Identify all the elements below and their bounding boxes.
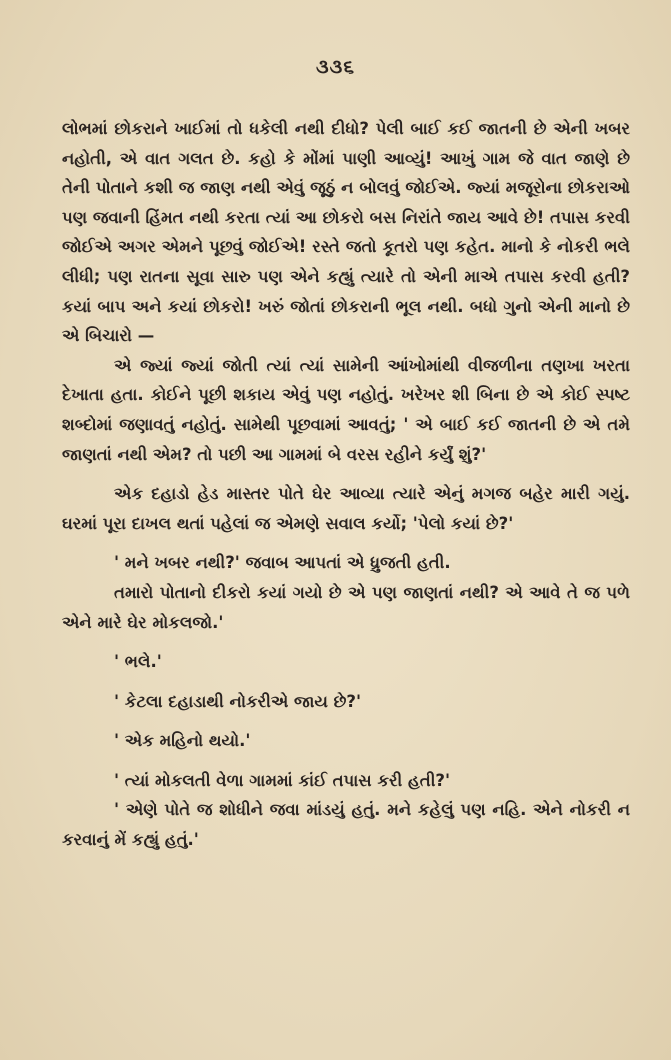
paragraph-6: ' ભલે.' <box>114 652 162 672</box>
paragraph-7: ' કેટલા દહાડાથી નોકરીએ જાય છે?' <box>114 691 362 711</box>
paragraph-4: ' મને ખબર નથી?' જવાબ આપતાં એ ધ્રુજતી હતી. <box>114 553 451 573</box>
paragraph-8: ' એક મહિનો થયો.' <box>114 731 251 751</box>
paragraph-1: લોભમાં છોકરાને ખાઈમાં તો ધકેલી નથી દીધો? પેલી બાઈ કઈ જાતની છે એની ખબર નહોતી, એ વાત ગલત છે. કહો કે મોંમાં પાણી આવ્યું! આખું ગામ જે વાત જાણે છે તેની પોતાને કશી જ જાણ નથી એવું જૂઠું ન બોલવું જોઈએ. જ્યાં મજૂરોના છોકરાઓ પણ જવાની હિંમત નથી કરતા ત્યાં આ છોકરો બસ નિરાંતે જાય આવે છે! તપાસ કરવી જોઈએ અગર એમને પૂછવું જોઈએ! રસ્તે જતો કૂતરો પણ કહેત. માનો કે નોકરી ભલે લીધી; પણ રાતના સૂવા સારુ પણ એને કહ્યું ત્યારે તો એની માએ તપાસ કરવી હતી? કયાં બાપ અને કયાં છોકરો! ખરું જોતાં છોકરાની ભૂલ નથી. બધો ગુનો એની માનો છે એ બિચારો — <box>62 119 630 346</box>
paragraph-10: ' એણે પોતે જ શોધીને જવા માંડયું હતું. મને કહેલું પણ નહિ. એને નોકરી ન કરવાનું મેં કહ્યું હતું.' <box>62 800 630 850</box>
paragraph-9: ' ત્યાં મોકલતી વેળા ગામમાં કાંઈ તપાસ કરી હતી?' <box>114 770 451 790</box>
page-body <box>62 114 630 855</box>
paragraph-2: એ જ્યાં જ્યાં જોતી ત્યાં ત્યાં સામેની આંખોમાંથી વીજળીના તણખા ખરતા દેખાતા હતા. કોઈને પૂછી શકાય એવું પણ નહોતું. ખરેખર શી બિના છે એ કોઈ સ્પષ્ટ શબ્દોમાં જણાવતું નહોતું. સામેથી પૂછવામાં આવતું; ' એ બાઈ કઈ જાતની છે એ તમે જાણતાં નથી એમ? તો પછી આ ગામમાં બે વરસ રહીને કર્યું શું?' <box>62 355 630 464</box>
page-number: ૩૩૬ <box>316 56 355 78</box>
paragraph-3: એક દહાડો હેડ માસ્તર પોતે ઘેર આવ્યા ત્યારે એનું મગજ બહેર મારી ગયું. ઘરમાં પૂરા દાખલ થતાં પહેલાં જ એમણે સવાલ કર્યો; 'પેલો કયાં છે?' <box>62 484 630 533</box>
paragraph-5: તમારો પોતાનો દીકરો કયાં ગયો છે એ પણ જાણતાં નથી? એ આવે તે જ પળે એને મારે ઘેર મોકલજો.' <box>62 582 630 632</box>
